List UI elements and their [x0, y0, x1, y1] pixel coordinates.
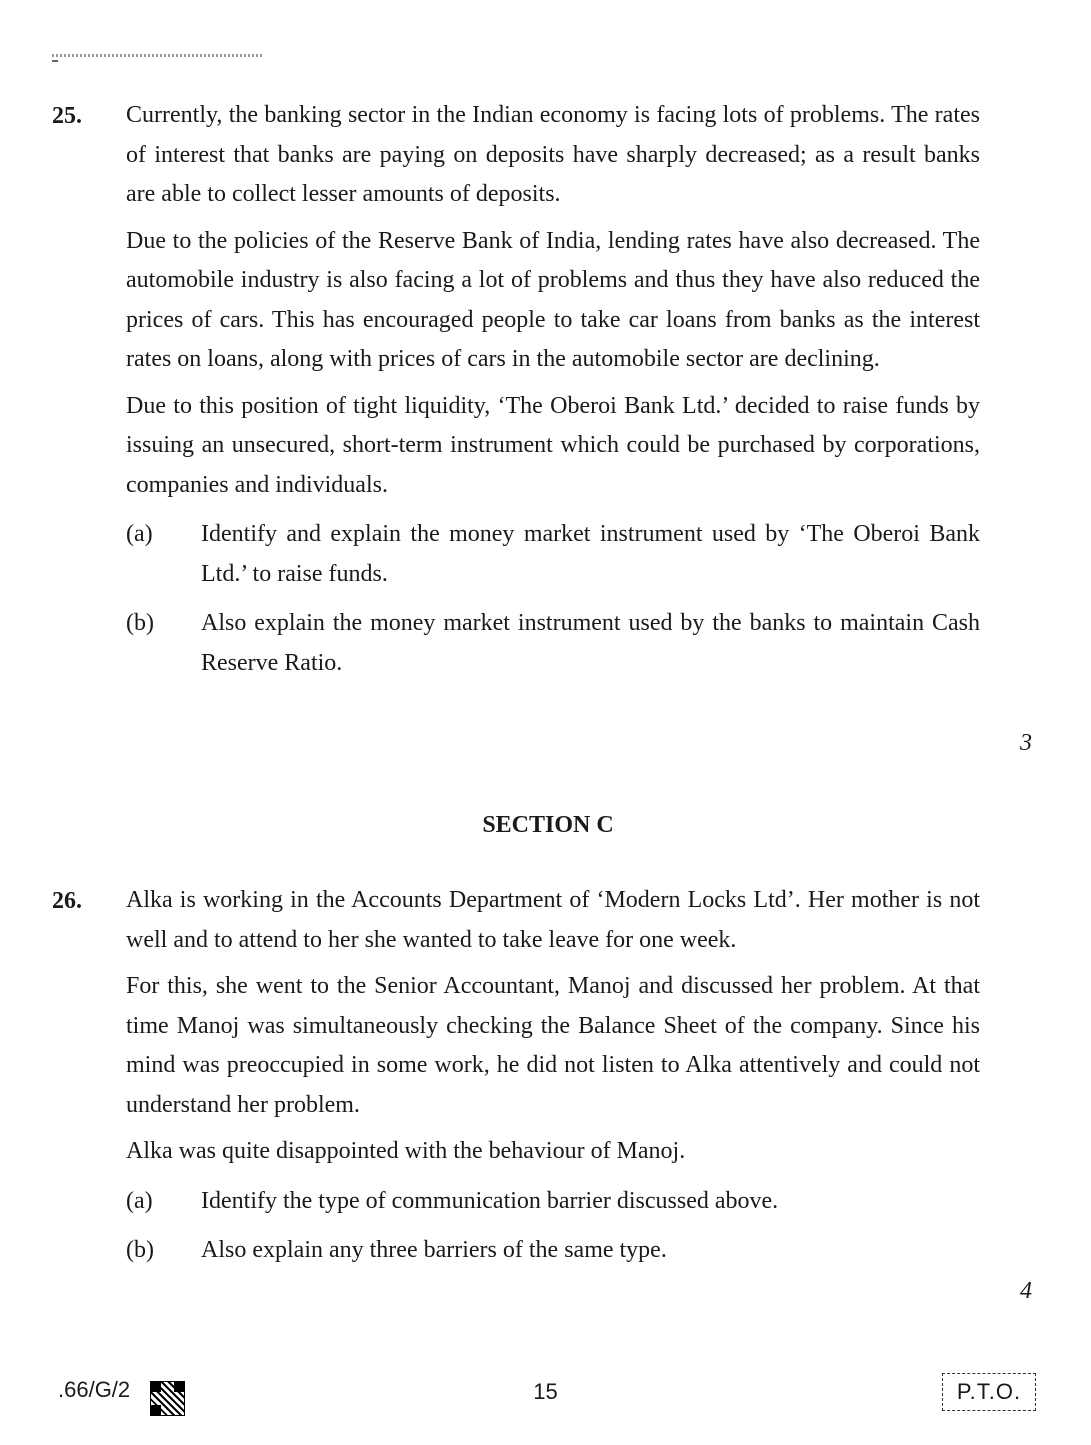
question-number: 25.	[52, 103, 82, 129]
question-body	[126, 881, 980, 1271]
part-label: (b)	[126, 1237, 154, 1263]
question-paragraph: For this, she went to the Senior Accountant, Manoj and discussed her problem. At that time Manoj was simultaneously checking the Balance Sheet of the company. Since his mind was preoccupied in some work, he did not listen to Alka attentively and could not understand her problem.	[126, 973, 980, 1118]
part-text: Also explain any three barriers of the same type.	[201, 1237, 667, 1263]
question-body	[126, 96, 980, 683]
marks-q26: 4	[1020, 1278, 1032, 1304]
part-label: (b)	[126, 610, 154, 636]
question-part-a	[126, 1182, 980, 1222]
question-number: 26.	[52, 888, 82, 914]
question-part-a	[126, 515, 980, 594]
question-paragraph: Alka is working in the Accounts Department of ‘Modern Locks Ltd’. Her mother is not well and to attend to her she wanted to take leave for one week.	[126, 887, 980, 953]
part-text: Also explain the money market instrument used by the banks to maintain Cash Reserve Ratio.	[201, 610, 980, 676]
question-part-b	[126, 604, 980, 683]
pto-box: P.T.O.	[942, 1373, 1036, 1411]
question-paragraph: Due to this position of tight liquidity, ‘The Oberoi Bank Ltd.’ decided to raise funds by issuing an unsecured, short-term instrument which could be purchased by corporations, companies and individuals.	[126, 392, 980, 498]
part-text: Identify and explain the money market instrument used by ‘The Oberoi Bank Ltd.’ to raise funds.	[201, 521, 980, 587]
marks-q25: 3	[1020, 730, 1032, 756]
header-microtext-strip	[52, 54, 262, 57]
header-mark	[52, 60, 58, 62]
question-paragraph: Currently, the banking sector in the Indian economy is facing lots of problems. The rates of interest that banks are paying on deposits have sharply decreased; as a result banks are able to collect lesser amounts of deposits.	[126, 102, 980, 207]
question-part-b	[126, 1231, 980, 1271]
section-heading: SECTION C	[482, 812, 614, 838]
part-label: (a)	[126, 521, 153, 547]
question-paragraph: Due to the policies of the Reserve Bank of India, lending rates have also decreased. The automobile industry is also facing a lot of problems and thus they have also reduced the prices of cars. This has encouraged people to take car loans from banks as the interest rates on loans, along with prices of cars in the automobile sector are declining.	[126, 227, 980, 372]
paper-code: .66/G/2	[58, 1377, 131, 1402]
part-text: Identify the type of communication barrier discussed above.	[201, 1187, 779, 1214]
question-25	[52, 96, 980, 683]
question-paragraph: Alka was quite disappointed with the behaviour of Manoj.	[126, 1138, 686, 1164]
question-26	[52, 881, 980, 1271]
page-number: 15	[533, 1379, 558, 1404]
part-label: (a)	[126, 1187, 153, 1214]
